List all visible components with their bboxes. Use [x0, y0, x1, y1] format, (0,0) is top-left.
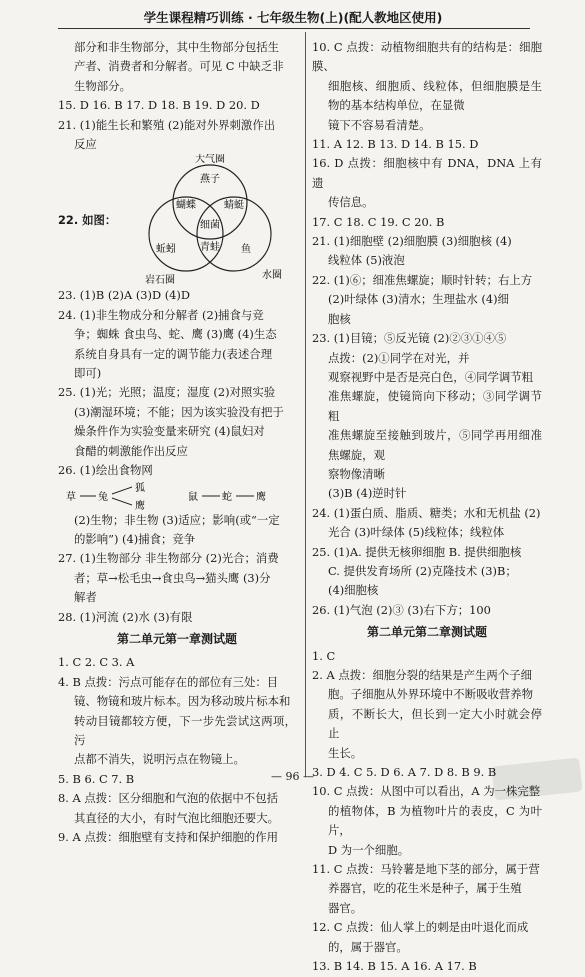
answer-line: 26. (1)气泡 (2)③ (3)右下方；100	[312, 602, 491, 617]
answer-line: 11. C 点拨：马铃薯是地下茎的部分，属于营	[312, 862, 540, 877]
answer-line: 者；草→松毛虫→食虫鸟→猫头鹰 (3)分	[74, 570, 271, 585]
venn-label: 大气圈	[195, 154, 226, 166]
answer-line: 部分和非生物部分，其中生物部分包括生	[74, 40, 280, 54]
answer-line: (3)潮湿环境；不能；因为该实验没有把于	[74, 404, 284, 419]
answer-line: 11. A 12. B 13. D 14. B 15. D	[312, 137, 479, 152]
answer-line: 3. D 4. C 5. D 6. A 7. D 8. B 9. B	[312, 765, 497, 780]
right-column	[312, 38, 542, 977]
answer-line: 的植物体，B 为植物叶片的表皮，C 为叶片，	[328, 803, 542, 838]
answer-line: 1. C 2. C 3. A	[58, 655, 135, 670]
food-web-node: 鹰	[256, 491, 266, 503]
answer-line: 准焦螺旋，使镜筒向下移动；③同学调节粗	[328, 389, 542, 423]
answer-line: 1. C	[312, 648, 336, 663]
answer-line: 的影响”) (4)捕食；竞争	[74, 531, 196, 546]
section-title-unit2-ch2: 第二单元第二章测试题	[366, 625, 487, 640]
answer-line: 生物部分。	[74, 78, 131, 93]
answer-line: 点拨：(2)①同学在对光，并	[328, 350, 470, 365]
answer-line: 其直径的大小，有时气泡比细胞还要大。	[74, 810, 280, 825]
venn-label: 燕子	[200, 174, 221, 186]
answer-line: 8. A 点拨：区分细胞和气泡的依据中不包括	[58, 791, 278, 806]
food-web-node: 蛇	[222, 491, 232, 503]
venn-label: 岩石圈	[145, 275, 176, 287]
answer-line: 养器官，吃的花生米是种子，属于生殖	[328, 881, 522, 896]
answer-line: 4. B 点拨：污点可能存在的部位有三处：目	[58, 674, 279, 689]
food-web-node: 草	[66, 491, 76, 503]
venn-label: 蝴蝶	[176, 200, 197, 212]
answer-line: (3)B (4)逆时针	[328, 486, 407, 501]
answer-line: 即可)	[74, 366, 102, 381]
answer-line: 17. C 18. C 19. C 20. B	[312, 214, 445, 229]
answer-line: 胞。子细胞从外界环境中不断吸收营养物	[328, 687, 534, 702]
food-web-node: 鹰	[135, 500, 145, 511]
answer-line: 光合 (3)叶绿体 (5)线粒体；线粒体	[328, 525, 505, 540]
answer-line: 5. B 6. C 7. B	[58, 771, 135, 786]
answer-line: 15. D 16. B 17. D 18. B 19. D 20. D	[58, 98, 260, 113]
answer-line: 21. (1)细胞壁 (2)细胞膜 (3)细胞核 (4)	[312, 234, 512, 249]
answer-line: 25. (1)光；光照；温度；湿度 (2)对照实验	[58, 385, 276, 400]
answer-line: 24. (1)蛋白质、脂质、糖类；水和无机盐 (2)	[312, 505, 541, 520]
page-header: 学生课程精巧训练 · 七年级生物(上)(配人教地区使用)	[143, 10, 443, 25]
answer-line: 9. A 点拨：细胞壁有支持和保护细胞的作用	[58, 830, 278, 844]
food-web-diagram	[58, 481, 283, 511]
answer-line: 胞核	[328, 311, 351, 326]
answer-line: 13. B 14. B 15. A 16. A 17. B	[312, 959, 477, 974]
header-rule	[58, 28, 530, 29]
answer-line: 26. (1)绘出食物网	[58, 463, 153, 478]
food-web-node: 兔	[98, 491, 108, 503]
answer-line: 镜、物镜和玻片标本。因为移动玻片标本和	[74, 694, 291, 709]
venn-label: 青蛙	[200, 242, 221, 254]
answer-line: 产者、消费者和分解者。可见 C 中缺乏非	[74, 59, 284, 74]
biosphere-venn-diagram	[124, 154, 294, 286]
answer-line: 系统自身具有一定的调节能力(表述合理	[74, 346, 273, 361]
section-title-unit2-ch1: 第二单元第一章测试题	[116, 631, 237, 646]
venn-label: 水圈	[262, 270, 283, 282]
venn-question	[58, 154, 296, 286]
answer-line: 镜下不容易看清楚。	[328, 117, 431, 132]
answer-line: 观察视野中是否是亮白色，④同学调节粗	[328, 369, 534, 384]
answer-line: 23. (1)目镜；⑤反光镜 (2)②③①④⑤	[312, 331, 507, 346]
answer-line: C. 提供发育场所 (2)克隆技术 (3)B；	[328, 563, 517, 578]
answer-line: 争；蜘蛛 食虫鸟、蛇、鹰 (3)鹰 (4)生态	[74, 327, 277, 342]
answer-line: 质，不断长大，但长到一定大小时就会停止	[328, 706, 542, 741]
venn-label: 鱼	[241, 244, 252, 256]
answer-line: 准焦螺旋至接触到玻片，⑤同学再用细准焦螺旋，观	[328, 428, 542, 462]
answer-line: 的，属于器官。	[328, 939, 408, 954]
column-divider	[305, 32, 306, 777]
answer-line: 器官。	[328, 900, 363, 915]
venn-label: 细菌	[200, 220, 221, 232]
answer-line: (2)生物；非生物 (3)适应；影响(或“一定	[74, 512, 280, 527]
venn-prefix: 22. 如图：	[58, 212, 117, 227]
answer-line: 生长。	[328, 745, 363, 760]
left-column	[58, 38, 296, 847]
answer-line: 28. (1)河流 (2)水 (3)有限	[58, 609, 193, 624]
answer-line: 25. (1)A. 提供无核卵细胞 B. 提供细胞核	[312, 544, 522, 559]
answer-line: (2)叶绿体 (3)清水；生理盐水 (4)细	[328, 292, 509, 307]
food-web-node: 鼠	[188, 491, 198, 503]
answer-line: D 为一个细胞。	[328, 842, 410, 857]
answer-line: 2. A 点拨：细胞分裂的结果是产生两个子细	[312, 668, 532, 682]
answer-line: 21. (1)能生长和繁殖 (2)能对外界刺激作出	[58, 117, 276, 132]
answer-line: 16. D 点拨：细胞核中有 DNA，DNA 上有遗	[312, 156, 542, 190]
answer-line: 10. C 点拨：从图中可以看出，A 为一株完整	[312, 784, 541, 799]
answer-line: 10. C 点拨：动植物细胞共有的结构是：细胞膜、	[312, 40, 542, 74]
answer-line: 食醋的刺激能作出反应	[74, 443, 188, 458]
venn-label: 蚯蚓	[156, 244, 177, 256]
answer-line: 燥条件作为实验变量来研究 (4)鼠妇对	[74, 424, 265, 439]
answer-line: 23. (1)B (2)A (3)D (4)D	[58, 288, 190, 303]
answer-line: 反应	[74, 137, 97, 152]
answer-line: 察物像清晰	[328, 466, 385, 481]
answer-line: 传信息。	[328, 195, 374, 210]
answer-line: 点都不消失，说明污点在物镜上。	[74, 752, 245, 767]
answer-line: 27. (1)生物部分 非生物部分 (2)光合；消费	[58, 551, 279, 566]
page-number: — 96 —	[271, 770, 314, 783]
answer-line: 22. (1)⑥；细准焦螺旋；顺时针转；右上方	[312, 272, 533, 287]
answer-line: 转动目镜都较方便，下一步先尝试这两项，污	[74, 713, 296, 747]
answer-line: 细胞核、细胞质、线粒体，但细胞膜是生物的基本结构单位，在显微	[328, 78, 542, 113]
answer-line: 12. C 点拨：仙人掌上的刺是由叶退化而成	[312, 920, 529, 935]
answer-line: 24. (1)非生物成分和分解者 (2)捕食与竞	[58, 307, 264, 322]
venn-label: 蜻蜓	[224, 200, 245, 212]
food-web-node: 狐	[135, 482, 145, 494]
answer-line: 解者	[74, 590, 97, 605]
answer-line: (4)细胞核	[328, 583, 379, 598]
answer-line: 线粒体 (5)液泡	[328, 253, 405, 268]
